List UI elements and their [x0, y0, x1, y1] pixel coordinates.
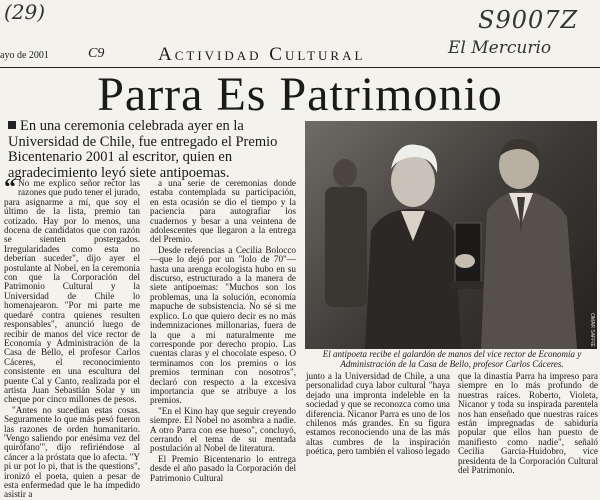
- handwritten-source: El Mercurio: [448, 38, 552, 58]
- award-base: [451, 281, 485, 289]
- article-column-2: [150, 178, 296, 483]
- handwritten-code: S9007Z: [478, 6, 579, 34]
- paragraph: junto a la Universidad de Chile, a una personalidad cuya labor cultural "haya dejado una impronta indeleble en la sociedad y que se reconozca como una diferencia. Nicanor Parra es uno de los chilenos más grandes. En su figura estamos reconociendo una de las más altas cumbres de la inspiración poética, pero también el valioso legado: [306, 371, 450, 457]
- article-column-4: [458, 371, 598, 476]
- poet-head: [391, 155, 435, 207]
- rector-suit: [481, 191, 577, 349]
- article-column-1: [4, 175, 140, 500]
- paragraph: "En el Kino hay que seguir creyendo siempre. El Nobel no asombra a nadie. A otro Parra con ese hueso", concluyó, cerrando el tema de su mentada postulación al Nobel de literatura.: [150, 405, 296, 454]
- article-column-3: [306, 372, 450, 461]
- background-person-body: [325, 187, 367, 307]
- lede-text: En una ceremonia celebrada ayer en la Universidad de Chile, fue entregado el Premio Bicentenario 2001 al escritor, quien en agradecimiento leyó siete antipoemas.: [8, 118, 278, 181]
- background-person-head: [333, 159, 357, 187]
- photo-caption: El antipoeta recibe el galardón de manos del vice rector de Economía y Administración de la Casa de Bello, profesor Carlos Cáceres.: [322, 349, 582, 369]
- paragraph: que la dinastía Parra ha impreso para siempre en lo más profundo de nuestras raíces. Roberto, Violeta, Nicanor y toda su inspirada parentela nos han enseñado que nuestras raíces están impregnadas de sabiduría popular que ellos han puesto de manifiesto como nadie", señaló Cecilia García-Huidobro, vice presidenta de la Corporación Cultural del Patrimonio.: [458, 371, 598, 476]
- headline: Parra Es Patrimonio: [97, 68, 503, 121]
- section-title: Actividad Cultural: [158, 44, 366, 65]
- paragraph: [4, 175, 140, 405]
- photo-illustration: [305, 121, 597, 349]
- paragraph: a una serie de ceremonias donde estaba contemplada su participación, en esta ocasión se dio el tiempo y la paciencia para autografiar los cuadernos y besar a una veintena de adolescentes que llegaron a la entrega del Premio.: [150, 178, 296, 245]
- paragraph: "Antes no sucedían estas cosas. Seguramente lo que más pesó fueron las razones de orden humanitario. 'Vengo saliendo por enésima vez del quirófano'", dijo refiriéndose al cáncer a la próstata que lo afecta. "Y pi ur pot lo pi, that is the questions", ironizó el poeta, quien a pesar de esta enfermedad que le ha impedido asistir a: [4, 404, 140, 500]
- handshake: [455, 254, 475, 268]
- bullet-square: [8, 121, 16, 129]
- lede: [8, 119, 298, 181]
- header-date: ayo de 2001: [0, 50, 49, 61]
- paragraph: El Premio Bicentenario lo entrega desde el año pasado la Corporación del Patrimonio Cultural: [150, 453, 296, 483]
- page-number: C9: [88, 46, 105, 61]
- photo-credit: OMAR SAFFIE: [589, 313, 595, 347]
- handwritten-page-mark: (29): [4, 0, 46, 24]
- paragraph-text: No me explico señor rector las razones que pudo tener el jurado, para asignarme a mí, que soy el último de la lista, premio tan cotizado. Hay por lo menos, una docena de candidatos que con razón se sienten postergados. Irregularidades como esta no deberían suceder", dijo ayer el postulante al Nobel, en la ceremonia con que la Corporación del Patrimonio Cultural y la Universidad de Chile lo homenajearon. "Por mi parte me quedaré contra quienes resulten responsables", anunció luego de recibir de manos del vice rector de Economía y Administración de la Casa de Bello, el profesor Carlos Cáceres, el reconocimiento consistente en una escultura del puente Cal y Canto, realizada por el artista Juan Sebastián Solar y un cheque por cinco millones de pesos.: [4, 178, 140, 405]
- award-sculpture: [455, 223, 481, 285]
- news-photo: [305, 121, 597, 349]
- paragraph: Desde referencias a Cecilia Bolocco —que lo dejó por un "lolo de 70"— hasta una arenga ecologista hubo en su discurso, estructurado a la manera de siete antipoemas: "Muchos son los problemas, una la solución, economía mapuche de subsistencia. No sé si me explico. Lo que quiero decir es no más indemnizaciones millonarias, fuera de la que a mí naturalmente me corresponde por derecho propio. Las cuentas claras y el chocolate espeso. O terminamos con los premios o los premios terminan con nosotros", declaró con respecto a la excesiva importancia que se atribuye a los premios.: [150, 244, 296, 406]
- opening-quote-mark: “: [4, 175, 16, 201]
